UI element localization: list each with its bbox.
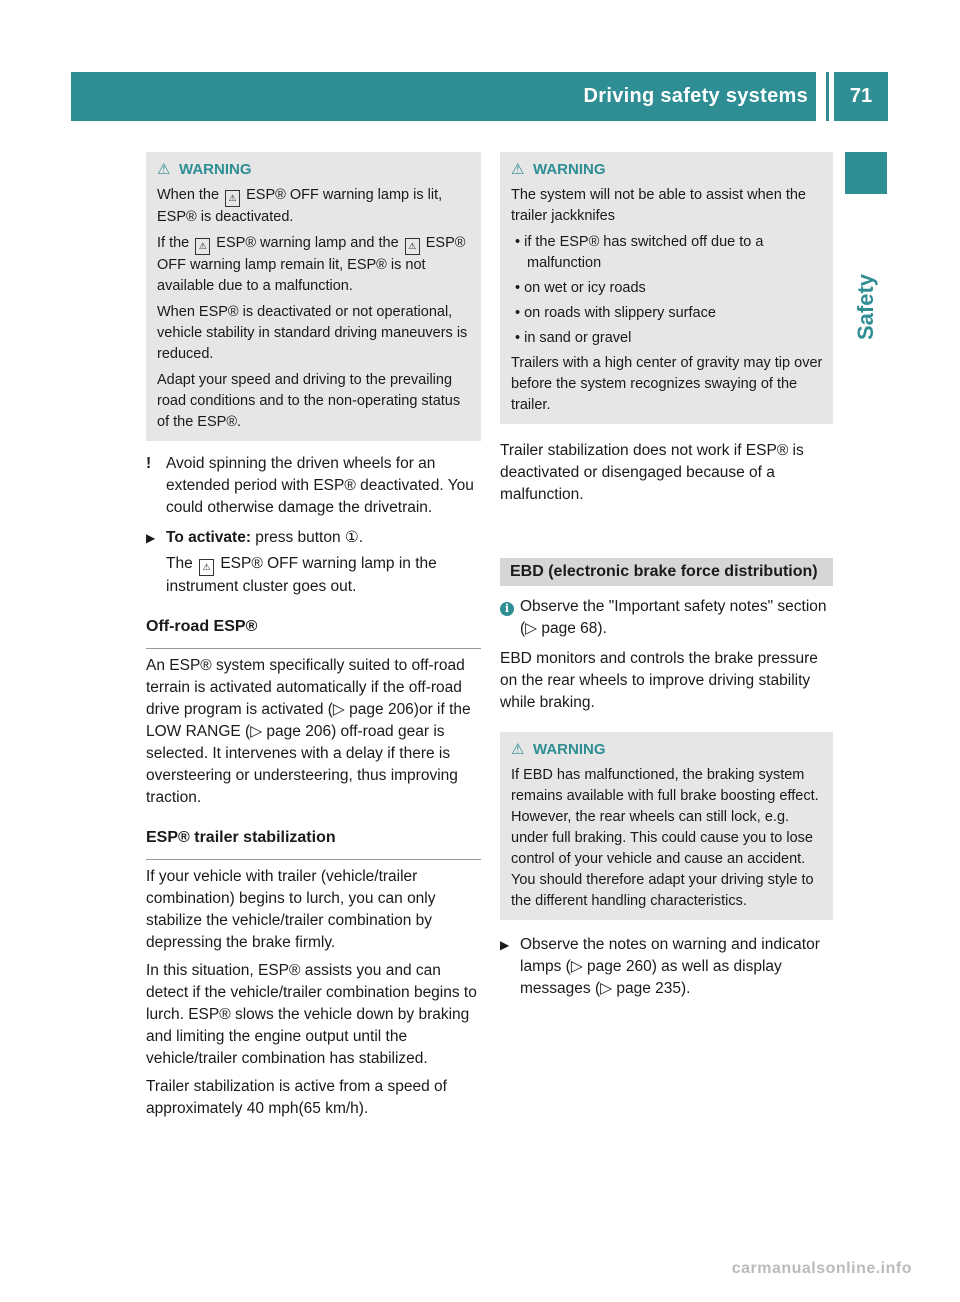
info-icon: i (500, 602, 514, 616)
warning-bullet: • in sand or gravel (515, 330, 632, 346)
warning-triangle-icon: ⚠ (511, 161, 525, 178)
warning-paragraph: When ESP® is deactivated or not operational, vehicle stability in standard driving maneuvers is reduced. (157, 304, 468, 362)
warning-title: ⚠ WARNING (157, 161, 252, 178)
esp-off-lamp-icon: ⚠ (405, 238, 420, 255)
warning-box-esp-off (146, 152, 481, 441)
side-tab-label: Safety (853, 273, 878, 340)
warning-title: ⚠ WARNING (511, 161, 606, 178)
esp-off-lamp-icon: ⚠ (225, 190, 240, 207)
trailer-paragraph: In this situation, ESP® assists you and can detect if the vehicle/trailer combination begins to lurch. ESP® slows the vehicle down by braking and limiting the engine output until the vehicle/trailer combination has stabilized. (146, 962, 477, 1067)
warning-triangle-icon: ⚠ (511, 741, 525, 758)
warning-box-ebd (500, 732, 833, 920)
step-arrow-icon: ▶ (146, 531, 156, 545)
caution-note: ! Avoid spinning the driven wheels for an extended period with ESP® deactivated. You could otherwise damage the drivetrain. (146, 455, 474, 516)
side-tab-marker (845, 152, 887, 194)
left-column (146, 152, 481, 1126)
esp-warning-lamp-icon: ⚠ (195, 238, 210, 255)
step-arrow-icon: ▶ (500, 938, 510, 952)
info-note: i Observe the "Important safety notes" section (▷ page 68). (500, 596, 833, 640)
warning-bullet: • on wet or icy roads (515, 280, 646, 296)
offroad-paragraph: An ESP® system specifically suited to off-road terrain is activated automatically if the off-road drive program is activated (▷ page 206)or if the LOW RANGE (▷ page 206) off-road gear is selected. It intervenes with a delay if there is oversteering or understeering, thus improving traction. (146, 657, 471, 806)
page-header-title: Driving safety systems (583, 85, 808, 107)
trailer-note-paragraph: Trailer stabilization does not work if ESP® is deactivated or disengaged because of a malfunction. (500, 442, 804, 503)
warning-triangle-icon: ⚠ (157, 161, 171, 178)
header-divider (826, 72, 829, 121)
esp-off-lamp-icon: ⚠ (199, 559, 214, 576)
warning-paragraph: If EBD has malfunctioned, the braking system remains available with full brake boosting effect. However, the rear wheels can still lock, e.g. under full braking. This could cause you to lose control of your vehicle and cause an accident. You should therefore adapt your driving style to the different handling characteristics. (511, 767, 819, 909)
warning-paragraph: The system will not be able to assist when the trailer jackknifes (511, 187, 806, 224)
heading-trailer-stabilization: ESP® trailer stabilization (146, 827, 481, 860)
page-number: 71 (834, 72, 888, 121)
warning-title: ⚠ WARNING (511, 741, 606, 758)
warning-paragraph: Trailers with a high center of gravity may tip over before the system recognizes swaying of the trailer. (511, 355, 823, 413)
warning-bullet: • if the ESP® has switched off due to a malfunction (515, 234, 764, 271)
right-column (500, 152, 833, 1006)
heading-ebd: EBD (electronic brake force distribution) (500, 558, 833, 586)
warning-paragraph: If the ⚠ ESP® warning lamp and the ⚠ ESP® OFF warning lamp remain lit, ESP® is not available due to a malfunction. (157, 235, 466, 294)
warning-bullet: • on roads with slippery surface (515, 305, 716, 321)
activate-step: ▶ To activate: press button ①. The ⚠ ESP® OFF warning lamp in the instrument cluster goes out. (146, 529, 437, 595)
ebd-paragraph: EBD monitors and controls the brake pressure on the rear wheels to improve driving stability while braking. (500, 650, 818, 711)
warning-paragraph: Adapt your speed and driving to the prevailing road conditions and to the non-operating status of the ESP®. (157, 372, 461, 430)
footer-watermark: carmanualsonline.info (731, 1260, 912, 1277)
observe-step: ▶ Observe the notes on warning and indicator lamps (▷ page 260) as well as display messages (▷ page 235). (500, 936, 820, 997)
trailer-paragraph: Trailer stabilization is active from a speed of approximately 40 mph(65 km/h). (146, 1078, 447, 1117)
warning-paragraph: When the ⚠ ESP® OFF warning lamp is lit, ESP® is deactivated. (157, 187, 443, 225)
heading-offroad-esp: Off-road ESP® (146, 616, 481, 649)
warning-box-jackknife (500, 152, 833, 424)
trailer-paragraph: If your vehicle with trailer (vehicle/trailer combination) begins to lurch, you can only stabilize the vehicle/trailer combination by depressing the brake firmly. (146, 868, 436, 951)
exclamation-icon: ! (146, 455, 152, 472)
